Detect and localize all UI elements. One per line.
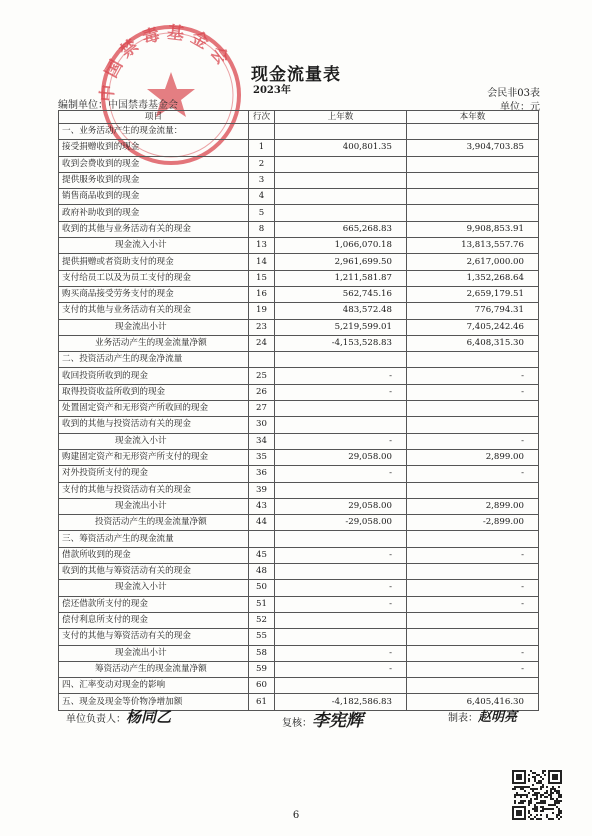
row-curr-year-cell	[407, 156, 539, 172]
table-row	[59, 189, 539, 205]
row-line-cell	[249, 352, 275, 368]
row-item-cell: 现金流入小计	[59, 580, 249, 596]
cash-flow-table	[58, 110, 539, 711]
row-line-cell: 13	[249, 238, 275, 254]
preparer-label: 制表：	[448, 713, 478, 724]
table-row	[59, 303, 539, 319]
row-curr-year-cell: -	[407, 596, 539, 612]
row-item-cell: 接受捐赠收到的现金	[59, 140, 249, 156]
row-item-cell: 购买商品接受劳务支付的现金	[59, 286, 249, 302]
table-row	[59, 596, 539, 612]
row-prev-year-cell	[275, 124, 407, 140]
table-row	[59, 564, 539, 580]
row-line-cell: 34	[249, 433, 275, 449]
table-row	[59, 629, 539, 645]
row-item-cell: 偿付利息所支付的现金	[59, 612, 249, 628]
row-prev-year-cell: -	[275, 466, 407, 482]
row-item-cell: 四、汇率变动对现金的影响	[59, 678, 249, 694]
table-row	[59, 547, 539, 563]
page-title: 现金流量表	[251, 65, 341, 85]
row-curr-year-cell	[407, 172, 539, 188]
row-item-cell: 政府补助收到的现金	[59, 205, 249, 221]
row-prev-year-cell	[275, 401, 407, 417]
row-item-cell: 支付给员工以及为员工支付的现金	[59, 270, 249, 286]
row-prev-year-cell: -	[275, 547, 407, 563]
org-label: 编制单位：	[58, 100, 108, 111]
row-curr-year-cell: 776,794.31	[407, 303, 539, 319]
row-item-cell: 支付的其他与业务活动有关的现金	[59, 303, 249, 319]
org-name: 中国禁毒基金会	[108, 100, 178, 111]
row-prev-year-cell	[275, 156, 407, 172]
preparer-signature	[448, 706, 517, 725]
row-item-cell: 一、业务活动产生的现金流量：	[59, 124, 249, 140]
row-curr-year-cell: 3,904,703.85	[407, 140, 539, 156]
row-item-cell: 收到会费收到的现金	[59, 156, 249, 172]
review-name: 李宪辉	[312, 711, 363, 731]
row-curr-year-cell	[407, 205, 539, 221]
table-row	[59, 645, 539, 661]
row-curr-year-cell: 2,899.00	[407, 449, 539, 465]
row-curr-year-cell: -	[407, 384, 539, 400]
row-item-cell: 收到的其他与投资活动有关的现金	[59, 417, 249, 433]
row-prev-year-cell	[275, 482, 407, 498]
row-curr-year-cell: 13,813,557.76	[407, 238, 539, 254]
row-prev-year-cell: -	[275, 596, 407, 612]
row-line-cell: 3	[249, 172, 275, 188]
table-row	[59, 482, 539, 498]
review-signature	[282, 706, 363, 731]
table-row	[59, 352, 539, 368]
row-item-cell: 现金流入小计	[59, 238, 249, 254]
head-signature	[66, 706, 171, 727]
row-item-cell: 现金流入小计	[59, 433, 249, 449]
row-line-cell: 36	[249, 466, 275, 482]
row-prev-year-cell: 1,211,581.87	[275, 270, 407, 286]
row-prev-year-cell	[275, 564, 407, 580]
row-curr-year-cell: -	[407, 661, 539, 677]
row-item-cell: 取得投资收益所收到的现金	[59, 384, 249, 400]
row-curr-year-cell	[407, 189, 539, 205]
svg-text:中国禁毒基金会: 中国禁毒基金会	[97, 22, 236, 103]
row-curr-year-cell: -	[407, 547, 539, 563]
table-row	[59, 286, 539, 302]
row-prev-year-cell	[275, 531, 407, 547]
row-line-cell: 24	[249, 335, 275, 351]
row-item-cell: 二、投资活动产生的现金净流量	[59, 352, 249, 368]
row-curr-year-cell: -	[407, 580, 539, 596]
row-item-cell: 处置固定资产和无形资产所收回的现金	[59, 401, 249, 417]
preparer-name: 赵明亮	[478, 710, 518, 725]
row-item-cell: 现金流出小计	[59, 645, 249, 661]
table-row	[59, 417, 539, 433]
row-curr-year-cell	[407, 531, 539, 547]
form-code: 会民非03表	[487, 88, 540, 99]
head-name: 杨同乙	[126, 708, 172, 726]
table-row	[59, 678, 539, 694]
row-item-cell: 五、现金及现金等价物净增加额	[59, 694, 249, 710]
row-prev-year-cell	[275, 189, 407, 205]
org-line	[58, 96, 178, 111]
row-line-cell: 30	[249, 417, 275, 433]
row-curr-year-cell: -	[407, 466, 539, 482]
table-row	[59, 531, 539, 547]
row-prev-year-cell: 483,572.48	[275, 303, 407, 319]
table-row	[59, 384, 539, 400]
row-prev-year-cell	[275, 612, 407, 628]
row-curr-year-cell	[407, 629, 539, 645]
row-item-cell: 借款所收到的现金	[59, 547, 249, 563]
table-row	[59, 368, 539, 384]
row-item-cell: 支付的其他与投资活动有关的现金	[59, 482, 249, 498]
row-item-cell: 筹资活动产生的现金流量净额	[59, 661, 249, 677]
head-label: 单位负责人：	[66, 714, 126, 725]
row-curr-year-cell: 2,659,179.51	[407, 286, 539, 302]
row-item-cell: 现金流出小计	[59, 319, 249, 335]
table-row	[59, 433, 539, 449]
row-curr-year-cell	[407, 564, 539, 580]
row-curr-year-cell: 1,352,268.64	[407, 270, 539, 286]
review-label: 复核：	[282, 718, 312, 729]
row-line-cell: 60	[249, 678, 275, 694]
table-row	[59, 238, 539, 254]
row-line-cell: 44	[249, 515, 275, 531]
row-curr-year-cell	[407, 352, 539, 368]
table-row	[59, 661, 539, 677]
row-line-cell: 48	[249, 564, 275, 580]
report-year: 2023年	[253, 85, 291, 96]
row-line-cell: 26	[249, 384, 275, 400]
row-line-cell: 55	[249, 629, 275, 645]
table-row	[59, 172, 539, 188]
row-line-cell: 52	[249, 612, 275, 628]
row-line-cell: 15	[249, 270, 275, 286]
row-line-cell: 43	[249, 498, 275, 514]
row-item-cell: 购建固定资产和无形资产所支付的现金	[59, 449, 249, 465]
row-prev-year-cell: 562,745.16	[275, 286, 407, 302]
row-line-cell	[249, 531, 275, 547]
row-line-cell: 8	[249, 221, 275, 237]
row-line-cell: 45	[249, 547, 275, 563]
row-line-cell: 4	[249, 189, 275, 205]
row-prev-year-cell: -4,153,528.83	[275, 335, 407, 351]
row-prev-year-cell: 2,961,699.50	[275, 254, 407, 270]
row-prev-year-cell: -	[275, 645, 407, 661]
row-item-cell: 收到的其他与业务活动有关的现金	[59, 221, 249, 237]
row-curr-year-cell	[407, 612, 539, 628]
table-header-row	[59, 111, 539, 124]
row-line-cell: 51	[249, 596, 275, 612]
row-line-cell: 19	[249, 303, 275, 319]
table-row	[59, 401, 539, 417]
row-item-cell: 现金流出小计	[59, 498, 249, 514]
row-item-cell: 收到的其他与筹资活动有关的现金	[59, 564, 249, 580]
row-prev-year-cell: 29,058.00	[275, 498, 407, 514]
row-line-cell: 27	[249, 401, 275, 417]
row-curr-year-cell	[407, 678, 539, 694]
table-row	[59, 498, 539, 514]
row-curr-year-cell: 6,408,315.30	[407, 335, 539, 351]
row-prev-year-cell	[275, 417, 407, 433]
row-line-cell: 58	[249, 645, 275, 661]
table-row	[59, 140, 539, 156]
row-line-cell: 14	[249, 254, 275, 270]
row-line-cell: 35	[249, 449, 275, 465]
row-curr-year-cell: 2,617,000.00	[407, 254, 539, 270]
table-row	[59, 270, 539, 286]
row-item-cell: 提供服务收到的现金	[59, 172, 249, 188]
row-curr-year-cell: -	[407, 368, 539, 384]
row-item-cell: 销售商品收到的现金	[59, 189, 249, 205]
row-curr-year-cell: 6,405,416.30	[407, 694, 539, 710]
row-curr-year-cell: 7,405,242.46	[407, 319, 539, 335]
row-line-cell: 1	[249, 140, 275, 156]
row-item-cell: 支付的其他与筹资活动有关的现金	[59, 629, 249, 645]
row-prev-year-cell	[275, 352, 407, 368]
row-curr-year-cell: 2,899.00	[407, 498, 539, 514]
row-line-cell: 23	[249, 319, 275, 335]
row-curr-year-cell	[407, 401, 539, 417]
page-number: 6	[292, 810, 300, 821]
row-prev-year-cell: 400,801.35	[275, 140, 407, 156]
row-curr-year-cell: -	[407, 433, 539, 449]
row-item-cell: 业务活动产生的现金流量净额	[59, 335, 249, 351]
row-line-cell: 59	[249, 661, 275, 677]
row-curr-year-cell	[407, 124, 539, 140]
row-prev-year-cell: -	[275, 368, 407, 384]
row-prev-year-cell	[275, 205, 407, 221]
row-item-cell: 偿还借款所支付的现金	[59, 596, 249, 612]
row-prev-year-cell: -4,182,586.83	[275, 694, 407, 710]
row-prev-year-cell: 5,219,599.01	[275, 319, 407, 335]
table-row	[59, 612, 539, 628]
row-item-cell: 收回投资所收到的现金	[59, 368, 249, 384]
table-row	[59, 254, 539, 270]
row-item-cell: 三、筹资活动产生的现金流量	[59, 531, 249, 547]
row-curr-year-cell: -	[407, 645, 539, 661]
row-line-cell: 16	[249, 286, 275, 302]
table-row	[59, 449, 539, 465]
row-line-cell	[249, 124, 275, 140]
unit-label: 单位：元	[500, 102, 540, 113]
row-prev-year-cell: 1,066,070.18	[275, 238, 407, 254]
table-row	[59, 124, 539, 140]
table-row	[59, 580, 539, 596]
row-line-cell: 25	[249, 368, 275, 384]
table-row	[59, 221, 539, 237]
row-curr-year-cell	[407, 417, 539, 433]
row-prev-year-cell	[275, 678, 407, 694]
row-prev-year-cell	[275, 629, 407, 645]
row-line-cell: 2	[249, 156, 275, 172]
row-item-cell: 对外投资所支付的现金	[59, 466, 249, 482]
row-prev-year-cell: 29,058.00	[275, 449, 407, 465]
table-row	[59, 515, 539, 531]
row-line-cell: 61	[249, 694, 275, 710]
header-curr-year: 本年数	[407, 111, 539, 124]
row-curr-year-cell: -2,899.00	[407, 515, 539, 531]
row-prev-year-cell: -	[275, 661, 407, 677]
row-prev-year-cell: -	[275, 384, 407, 400]
header-prev-year: 上年数	[275, 111, 407, 124]
row-prev-year-cell: -29,058.00	[275, 515, 407, 531]
row-item-cell: 投资活动产生的现金流量净额	[59, 515, 249, 531]
table-row	[59, 205, 539, 221]
table-row	[59, 335, 539, 351]
row-line-cell: 50	[249, 580, 275, 596]
table-row	[59, 156, 539, 172]
row-curr-year-cell: 9,908,853.91	[407, 221, 539, 237]
row-prev-year-cell: 665,268.83	[275, 221, 407, 237]
row-line-cell: 5	[249, 205, 275, 221]
row-item-cell: 提供捐赠或者资助支付的现金	[59, 254, 249, 270]
row-line-cell: 39	[249, 482, 275, 498]
header-item: 项目	[59, 111, 249, 124]
header-line: 行次	[249, 111, 275, 124]
row-curr-year-cell	[407, 482, 539, 498]
row-prev-year-cell	[275, 172, 407, 188]
row-prev-year-cell: -	[275, 580, 407, 596]
row-prev-year-cell: -	[275, 433, 407, 449]
table-row	[59, 319, 539, 335]
table-row	[59, 466, 539, 482]
